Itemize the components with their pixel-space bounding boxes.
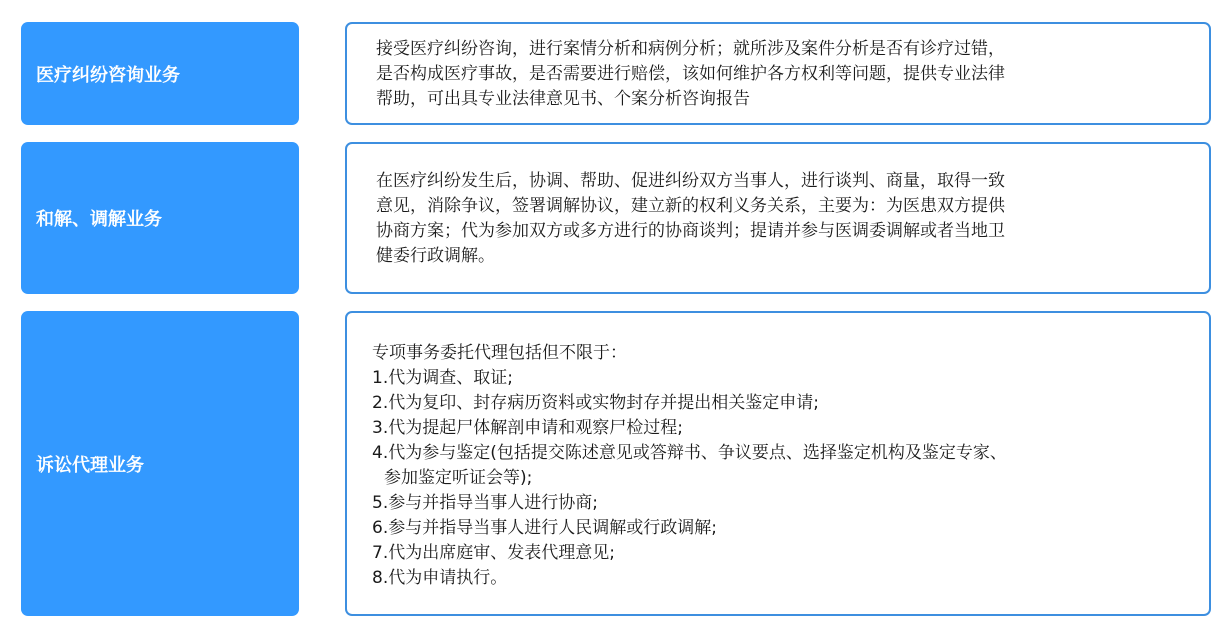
list-item: 1.代为调查、取证;: [372, 368, 513, 388]
service-title: 和解、调解业务: [21, 142, 299, 294]
description-line: 是否构成医疗事故，是否需要进行赔偿，该如何维护各方权利等问题，提供专业法律: [376, 64, 1005, 84]
list-item: 8.代为申请执行。: [372, 568, 508, 588]
service-description: [345, 311, 1211, 616]
service-description: [345, 22, 1211, 125]
description-line: 健委行政调解。: [376, 246, 495, 266]
description-line: 协商方案；代为参加双方或多方进行的协商谈判；提请并参与医调委调解或者当地卫: [376, 221, 1005, 241]
description-line: 接受医疗纠纷咨询，进行案情分析和病例分析；就所涉及案件分析是否有诊疗过错，: [376, 39, 1005, 59]
list-item: 3.代为提起尸体解剖申请和观察尸检过程;: [372, 418, 683, 438]
service-description: [345, 142, 1211, 294]
description-line: 专项事务委托代理包括但不限于：: [372, 343, 627, 363]
service-title: 诉讼代理业务: [21, 311, 299, 616]
list-item: 2.代为复印、封存病历资料或实物封存并提出相关鉴定申请;: [372, 393, 819, 413]
list-item: 6.参与并指导当事人进行人民调解或行政调解;: [372, 518, 717, 538]
list-item-continuation: 参加鉴定听证会等);: [384, 468, 533, 488]
service-title: 医疗纠纷咨询业务: [21, 22, 299, 125]
list-item: 7.代为出席庭审、发表代理意见;: [372, 543, 615, 563]
description-line: 在医疗纠纷发生后，协调、帮助、促进纠纷双方当事人，进行谈判、商量，取得一致: [376, 171, 1005, 191]
list-item: 4.代为参与鉴定(包括提交陈述意见或答辩书、争议要点、选择鉴定机构及鉴定专家、: [372, 443, 1007, 463]
list-item: 5.参与并指导当事人进行协商;: [372, 493, 598, 513]
description-line: 意见，消除争议，签署调解协议，建立新的权利义务关系，主要为：为医患双方提供: [376, 196, 1005, 216]
description-line: 帮助，可出具专业法律意见书、个案分析咨询报告: [376, 89, 750, 109]
